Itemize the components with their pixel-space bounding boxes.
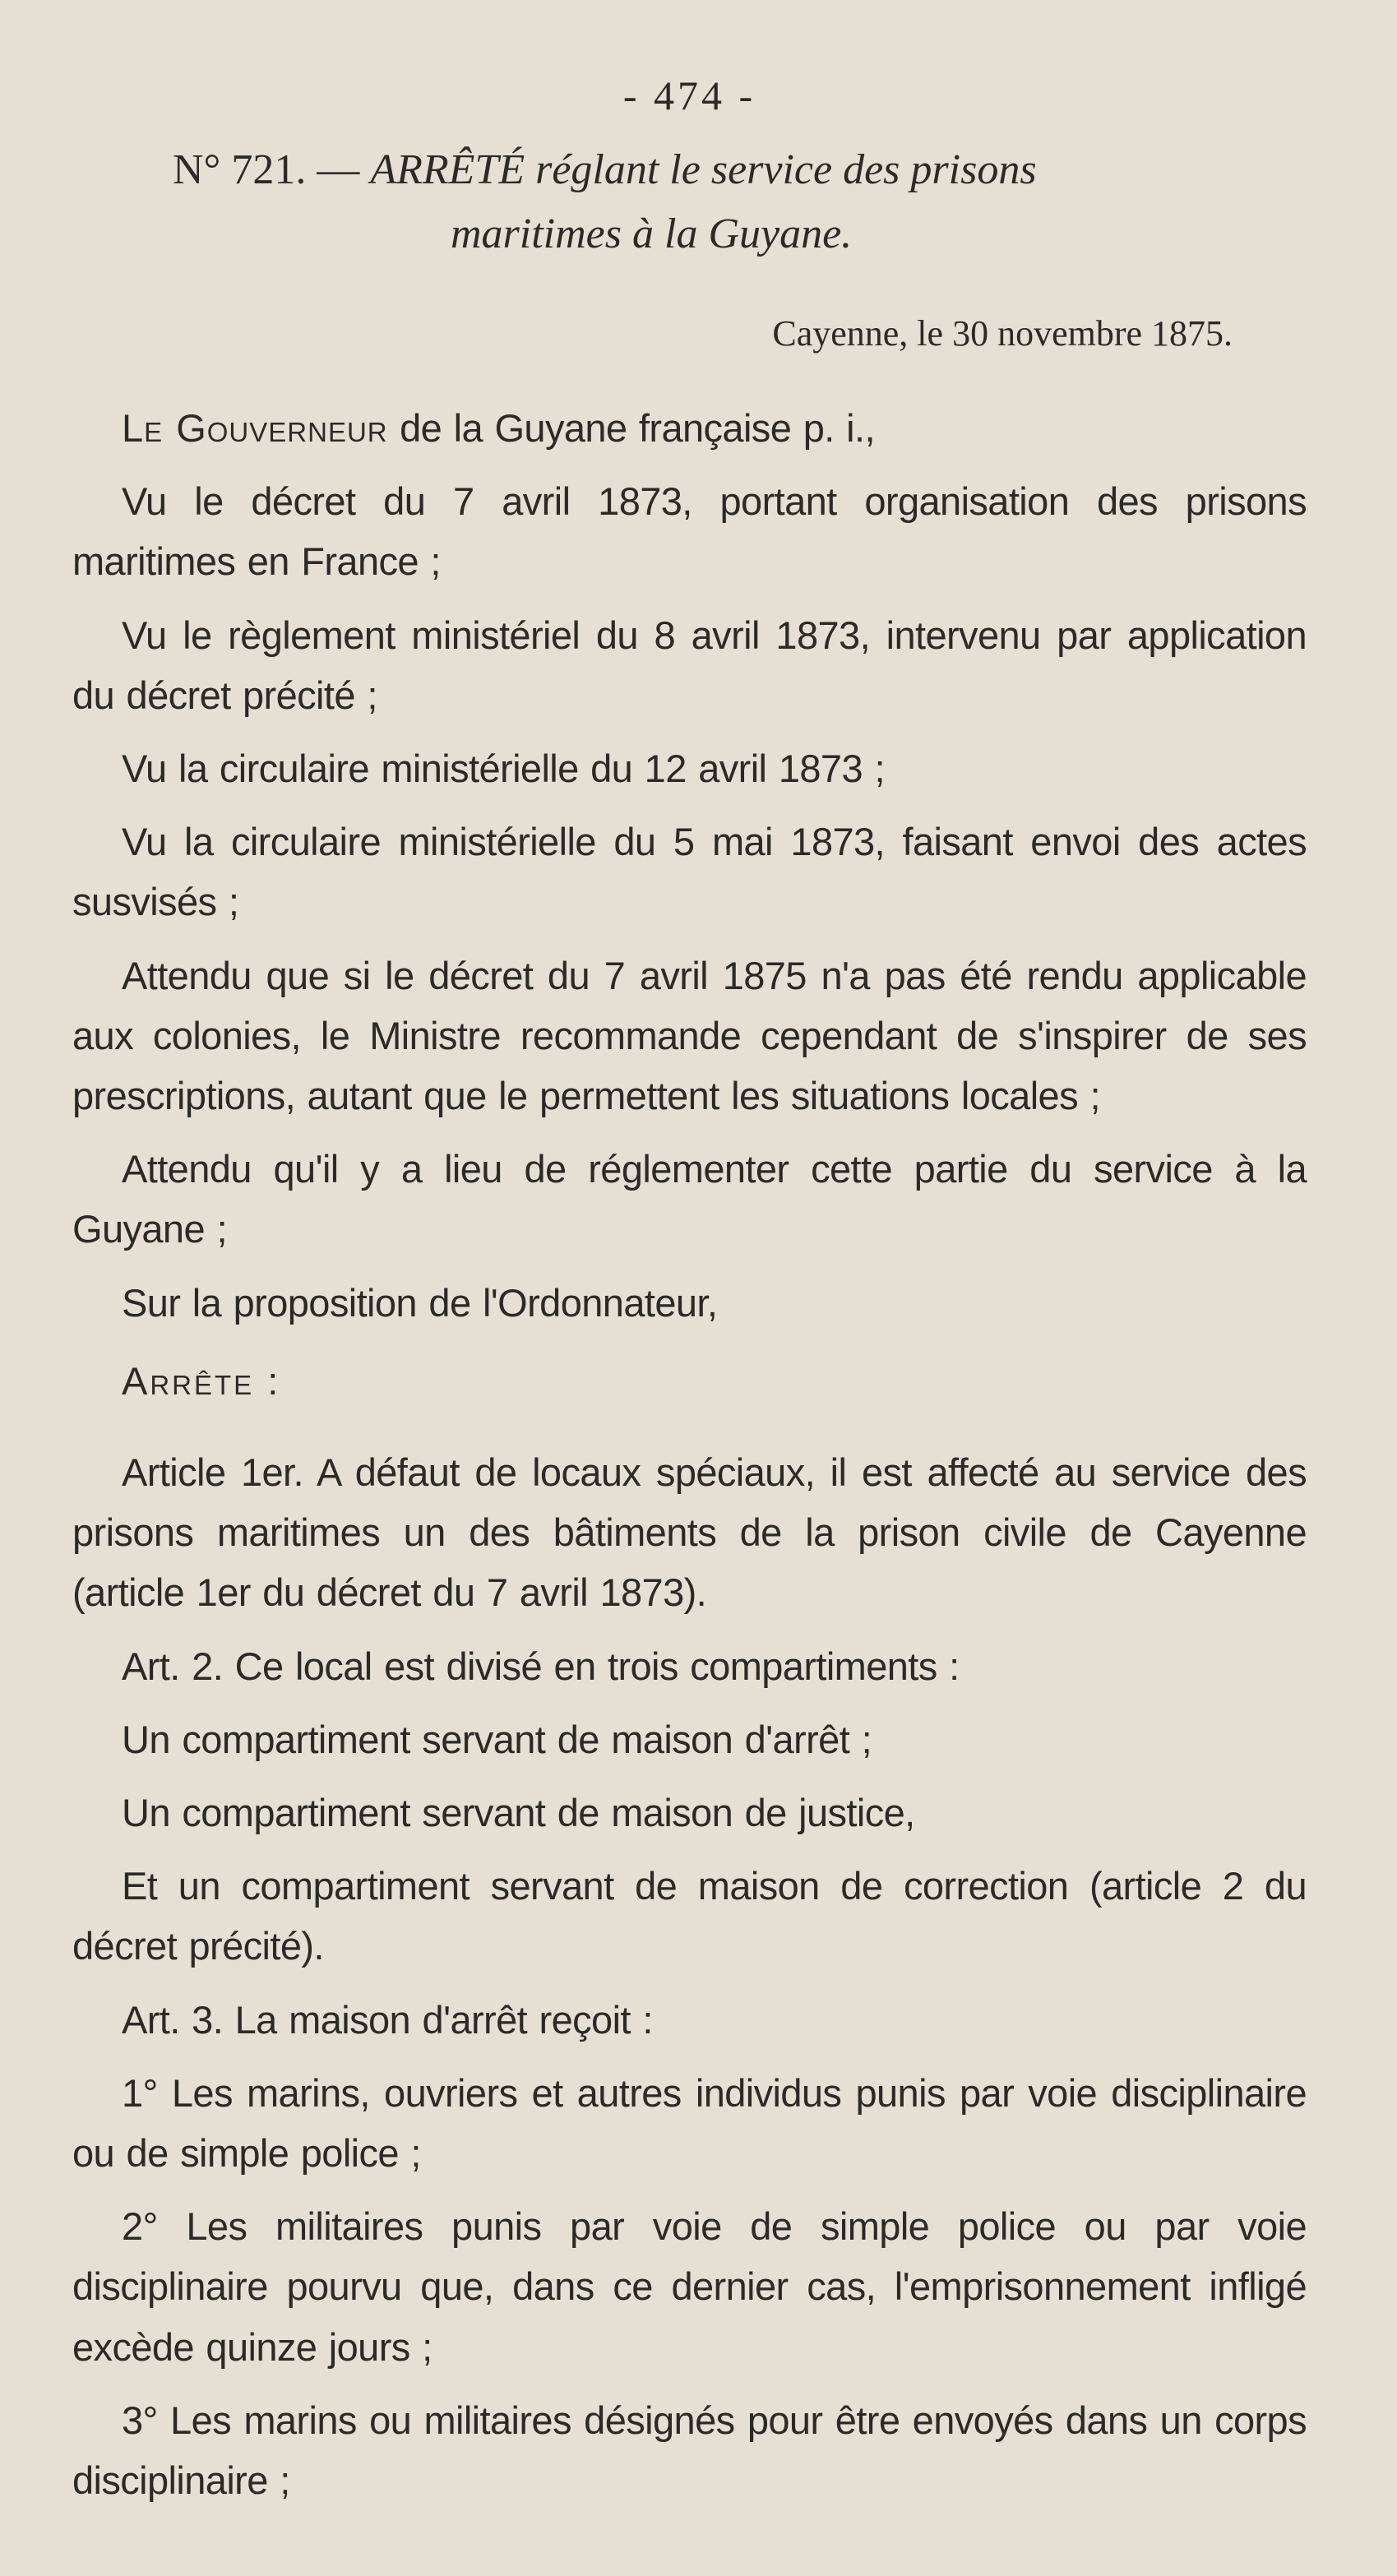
considerant-3: Vu la circulaire ministérielle du 12 avril 1873 ; xyxy=(122,747,885,791)
article-1: Article 1er. A défaut de locaux spéciaux, il est affecté au service des prisons maritimes un des bâtiments de la prison civile de Cayenne (article 1er du décret du 7 avril 1873). xyxy=(72,1450,1307,1615)
considerant-2: Vu le règlement ministériel du 8 avril 1873, intervenu par application du décret précité ; xyxy=(72,613,1307,717)
page-number: - 474 - xyxy=(622,72,756,118)
title-text: ARRÊTÉ réglant le service des prisons xyxy=(370,146,1037,193)
article-3-item-2: 2° Les militaires punis par voie de simple police ou par voie disciplinaire pourvu que, dans ce dernier cas, l'emprisonnement infligé excède quinze jours ; xyxy=(72,2204,1307,2369)
considerant-5: Attendu que si le décret du 7 avril 1875 n'a pas été rendu applicable aux colonies, le Ministre recommande cependant de s'inspirer de ses prescriptions, autant que le permettent les situations locales ; xyxy=(72,953,1307,1118)
article-2: Art. 2. Ce local est divisé en trois compartiments : xyxy=(122,1644,960,1688)
considerant-6: Attendu qu'il y a lieu de réglementer cette partie du service à la Guyane ; xyxy=(72,1147,1307,1251)
title-dash: — xyxy=(306,146,371,193)
title-line-2: maritimes à la Guyane. xyxy=(451,210,853,257)
article-3-item-3: 3° Les marins ou militaires désignés pour être envoyés dans un corps disciplinaire ; xyxy=(72,2398,1307,2503)
document-title xyxy=(72,138,1307,266)
intro-rest: de la Guyane française p. i., xyxy=(387,406,875,450)
article-2-item-3: Et un compartiment servant de maison de correction (article 2 du décret précité). xyxy=(72,1864,1307,1968)
document-number: N° 721. xyxy=(173,146,307,193)
article-2-item-2: Un compartiment servant de maison de justice, xyxy=(122,1791,915,1835)
governor-title: Le Gouverneur xyxy=(122,406,388,450)
considerant-1: Vu le décret du 7 avril 1873, portant organisation des prisons maritimes en France ; xyxy=(72,479,1307,584)
intro-paragraph xyxy=(72,398,1307,458)
article-3-item-1: 1° Les marins, ouvriers et autres individus punis par voie disciplinaire ou de simple police ; xyxy=(72,2070,1307,2176)
title-line-1 xyxy=(72,138,1307,202)
arrete-label: Arrête : xyxy=(122,1358,281,1403)
article-3: Art. 3. La maison d'arrêt reçoit : xyxy=(122,1997,653,2042)
article-2-item-1: Un compartiment servant de maison d'arrêt ; xyxy=(122,1717,872,1761)
considerant-7: Sur la proposition de l'Ordonnateur, xyxy=(122,1280,718,1325)
considerant-4: Vu la circulaire ministérielle du 5 mai 1873, faisant envoi des actes susvisés ; xyxy=(72,820,1307,924)
dateline: Cayenne, le 30 novembre 1875. xyxy=(772,313,1233,354)
document-body xyxy=(72,398,1307,2510)
